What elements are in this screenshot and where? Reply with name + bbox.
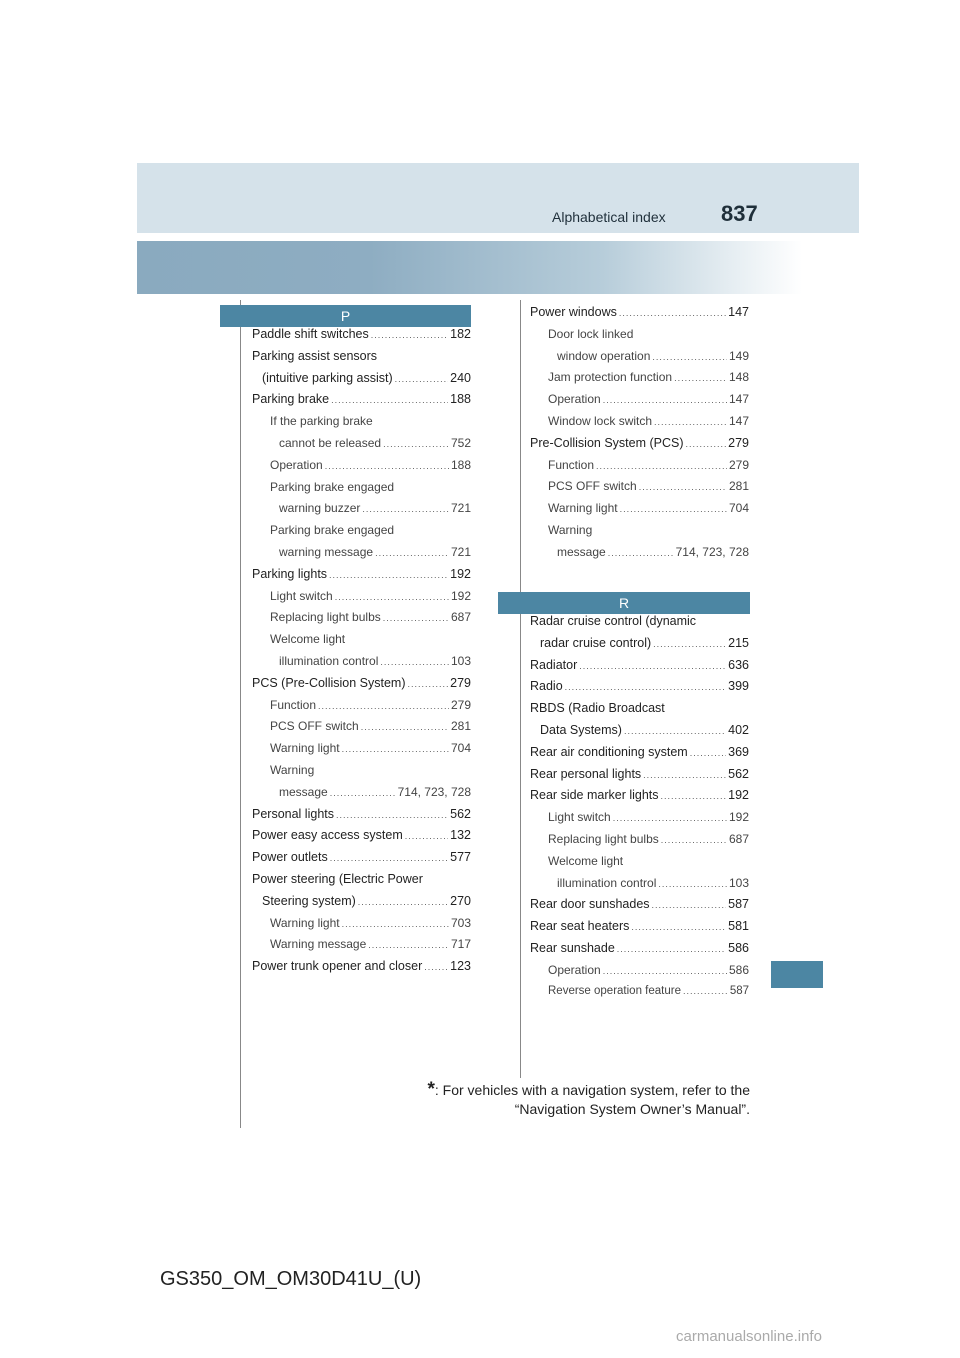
- footnote: [410, 1080, 750, 1119]
- index-subentry: Reverse operation feature ..... 587: [530, 985, 749, 1007]
- index-entry: Rear personal lights ..... 562: [530, 767, 749, 789]
- index-entry: Paddle shift switches ..... 182: [252, 327, 471, 349]
- index-column-right-r: [530, 614, 749, 1006]
- index-entry: Radio ..... 399: [530, 679, 749, 701]
- index-subentry: Warning: [548, 522, 593, 537]
- footnote-line-1: *: For vehicles with a navigation system, refer to the: [427, 1079, 750, 1100]
- section-header-p: P: [220, 305, 471, 327]
- index-entry: Radar cruise control (dynamic: [530, 614, 697, 628]
- footnote-asterisk: *: [427, 1079, 435, 1100]
- index-entry: Rear seat heaters ..... 581: [530, 919, 749, 941]
- index-entry: Parking brake ..... 188: [252, 392, 471, 414]
- left-margin-line: [240, 300, 241, 1128]
- footnote-line-2: “Navigation System Owner’s Manual”.: [514, 1101, 750, 1117]
- index-subentry: Replacing light bulbs ..... 687: [530, 832, 749, 854]
- index-entry: Rear side marker lights ..... 192: [530, 788, 749, 810]
- index-subentry: Door lock linked: [548, 326, 634, 341]
- index-entry: Personal lights ..... 562: [252, 807, 471, 829]
- index-entry: Power easy access system ..... 132: [252, 828, 471, 850]
- index-subentry: Operation ..... 147: [530, 392, 749, 414]
- section-tab: [771, 961, 823, 988]
- index-entry: Rear air conditioning system ..... 369: [530, 745, 749, 767]
- index-subentry: Warning: [270, 762, 315, 777]
- index-subentry: Replacing light bulbs ..... 687: [252, 610, 471, 632]
- index-subentry: Warning light ..... 703: [252, 916, 471, 938]
- index-subentry: Warning message ..... 717: [252, 937, 471, 959]
- index-entry: Data Systems) ..... 402: [530, 723, 749, 745]
- page-title: Alphabetical index: [552, 209, 666, 225]
- index-entry: RBDS (Radio Broadcast: [530, 701, 665, 716]
- index-subentry: message ..... 714, 723, 728: [252, 785, 471, 807]
- index-entry: Pre-Collision System (PCS) ..... 279: [530, 436, 749, 458]
- index-entry: Radiator ..... 636: [530, 658, 749, 680]
- index-entry: Power trunk opener and closer ..... 123: [252, 959, 471, 981]
- column-divider: [520, 300, 521, 1078]
- index-subentry: illumination control ..... 103: [530, 876, 749, 898]
- index-subentry: Operation ..... 188: [252, 458, 471, 480]
- watermark: carmanualsonline.info: [676, 1328, 822, 1345]
- index-entry: Rear sunshade ..... 586: [530, 941, 749, 963]
- page-number: 837: [721, 201, 758, 226]
- index-subentry: Function ..... 279: [530, 458, 749, 480]
- index-subentry: Parking brake engaged: [270, 523, 395, 538]
- index-entry: Parking assist sensors: [252, 348, 378, 363]
- index-subentry: Jam protection function ..... 148: [530, 370, 749, 392]
- decorative-band: [137, 241, 802, 294]
- index-subentry: window operation ..... 149: [530, 349, 749, 371]
- index-subentry: message ..... 714, 723, 728: [530, 545, 749, 567]
- index-subentry: cannot be released ..... 752: [252, 436, 471, 458]
- index-entry: Power windows ..... 147: [530, 305, 749, 327]
- index-entry: Power steering (Electric Power: [252, 871, 423, 886]
- index-subentry: Function ..... 279: [252, 698, 471, 720]
- index-subentry: illumination control ..... 103: [252, 654, 471, 676]
- index-subentry: If the parking brake: [270, 414, 373, 429]
- index-subentry: Parking brake engaged: [270, 479, 395, 494]
- index-subentry: Warning light ..... 704: [252, 741, 471, 763]
- index-entry: Parking lights ..... 192: [252, 567, 471, 589]
- index-subentry: Operation ..... 586: [530, 963, 749, 985]
- index-subentry: Window lock switch ..... 147: [530, 414, 749, 436]
- index-entry: Rear door sunshades ..... 587: [530, 897, 749, 919]
- index-subentry: Light switch ..... 192: [252, 589, 471, 611]
- index-subentry: PCS OFF switch ..... 281: [530, 479, 749, 501]
- index-entry: Power outlets ..... 577: [252, 850, 471, 872]
- index-entry: radar cruise control) ..... 215: [530, 636, 749, 658]
- document-code: GS350_OM_OM30D41U_(U): [160, 1268, 422, 1290]
- index-entry: PCS (Pre-Collision System) ..... 279: [252, 676, 471, 698]
- index-column-left: [252, 327, 471, 981]
- index-entry: Steering system) ..... 270: [252, 894, 471, 916]
- index-subentry: Welcome light: [270, 632, 346, 647]
- index-entry: (intuitive parking assist) ..... 240: [252, 371, 471, 393]
- index-subentry: Welcome light: [548, 853, 624, 868]
- section-header-r: R: [498, 592, 750, 614]
- index-subentry: warning buzzer ..... 721: [252, 501, 471, 523]
- index-subentry: Light switch ..... 192: [530, 810, 749, 832]
- index-subentry: Warning light ..... 704: [530, 501, 749, 523]
- index-subentry: PCS OFF switch ..... 281: [252, 719, 471, 741]
- index-column-right-p: [530, 305, 749, 567]
- index-subentry: warning message ..... 721: [252, 545, 471, 567]
